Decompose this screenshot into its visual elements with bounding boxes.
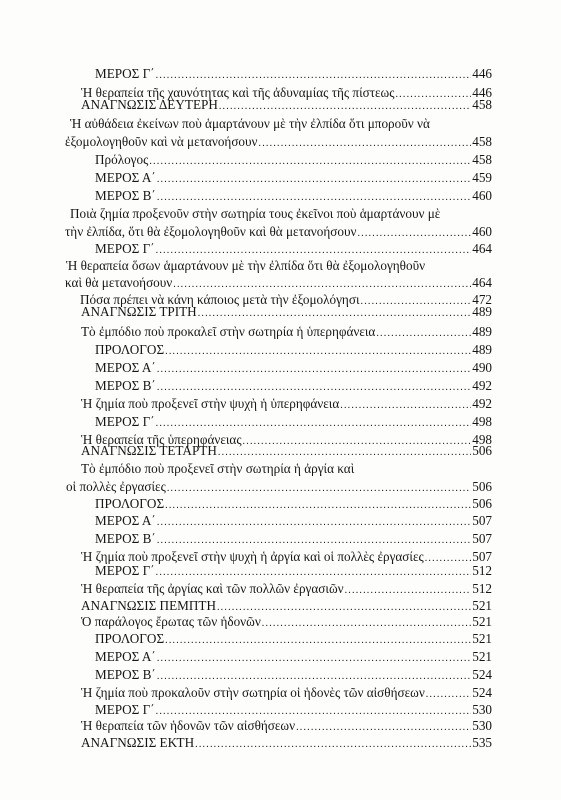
toc-line — [95, 378, 492, 396]
dot-leader — [157, 172, 471, 188]
toc-label: Ἡ θεραπεία τῆς χαυνότητας καὶ τῆς ἀδυναμίας τῆς πίστεως — [81, 85, 395, 100]
toc-page-number: 530 — [472, 702, 492, 717]
toc-line — [95, 563, 492, 581]
toc-label-line1: Ἡ θεραπεία ὅσων ἁμαρτάνουν μὲ τὴν ἐλπίδα ὅτι θὰ ἐξομολογηθοῦν — [66, 258, 426, 273]
toc-page-number: 506 — [472, 443, 492, 458]
toc-label: Ἡ ζημία ποὺ προξενεῖ στὴν ψυχὴ ἡ ἀργία καὶ οἱ πολλὲς ἐργασίες — [81, 549, 424, 564]
toc-entry — [0, 667, 561, 683]
toc-label-line1: Ἡ αὐθάδεια ἐκείνων ποὺ ἁμαρτάνουν μὲ τὴν ἐλπίδα ὅτι μποροῦν νὰ — [70, 116, 430, 131]
toc-line — [95, 152, 492, 170]
toc-label: καὶ θὰ μετανοήσουν — [65, 275, 173, 290]
toc-entry — [0, 614, 561, 630]
toc-line — [95, 342, 492, 360]
toc-page-number: 521 — [472, 649, 492, 664]
toc-page-number: 512 — [472, 563, 492, 578]
dot-leader — [157, 669, 471, 685]
toc-page-number: 521 — [472, 598, 492, 613]
toc-line — [95, 531, 492, 549]
dot-leader — [156, 416, 472, 432]
toc-label: Ἡ θεραπεία τῆς ἀργίας καὶ τῶν πολλῶν ἐργασιῶν — [81, 581, 344, 596]
toc-entry — [0, 152, 561, 168]
toc-page-number: 507 — [472, 513, 492, 528]
toc-page-number: 506 — [472, 496, 492, 511]
toc-entry — [0, 735, 561, 751]
dot-leader — [157, 380, 471, 396]
toc-label: ΑΝΑΓΝΩΣΙΣ ΠΕΜΠΤΗ — [81, 598, 216, 613]
toc-page-number: 460 — [472, 188, 492, 203]
toc-label: Ἡ ζημία ποὺ προκαλοῦν στὴν σωτηρία οἱ ἡδονὲς τῶν αἰσθήσεων — [81, 685, 425, 700]
toc-line — [81, 396, 492, 414]
toc-page-number: 524 — [472, 667, 492, 682]
toc-line — [95, 414, 492, 432]
toc-label: ΜΕΡΟΣ Β΄ — [95, 667, 156, 682]
toc-label: Τὸ ἐμπόδιο ποὺ προκαλεῖ στὴν σωτηρία ἡ ὑπερηφάνεια — [81, 324, 376, 339]
dot-leader — [156, 68, 472, 84]
toc-page-number: 489 — [472, 324, 492, 339]
toc-entry — [0, 66, 561, 82]
toc-line — [81, 304, 492, 322]
dot-leader — [157, 651, 471, 667]
toc-page-number: 460 — [472, 224, 492, 239]
toc-label: οἱ πολλὲς ἐργασίες — [66, 479, 166, 494]
toc-entry — [0, 631, 561, 647]
dot-leader — [340, 398, 471, 414]
toc-line — [95, 360, 492, 378]
toc-line — [81, 718, 492, 736]
toc-page-number: 472 — [472, 292, 492, 307]
toc-line — [65, 224, 492, 242]
dot-leader — [219, 99, 471, 115]
toc-line — [81, 324, 492, 342]
toc-line — [81, 685, 492, 703]
dot-leader — [157, 362, 471, 378]
toc-entry — [0, 718, 561, 734]
toc-entry — [0, 378, 561, 394]
toc-entry — [0, 685, 561, 701]
toc-page-number: 506 — [472, 479, 492, 494]
toc-label: ΜΕΡΟΣ Γ΄ — [95, 414, 155, 429]
toc-label: ΠΡΟΛΟΓΟΣ — [95, 342, 165, 357]
dot-leader — [157, 515, 471, 531]
dot-leader — [157, 533, 471, 549]
toc-label: ΜΕΡΟΣ Β΄ — [95, 188, 156, 203]
toc-entry — [0, 241, 561, 257]
toc-page-number: 489 — [472, 342, 492, 357]
toc-entry — [0, 324, 561, 340]
toc-entry — [0, 258, 561, 290]
toc-line — [95, 496, 492, 514]
toc-label: Ἡ ζημία ποὺ προξενεῖ στὴν ψυχὴ ἡ ὑπερηφάνεια — [81, 396, 340, 411]
toc-entry — [0, 513, 561, 529]
toc-line — [95, 241, 492, 259]
toc-line — [95, 66, 492, 84]
toc-page-number: 446 — [472, 85, 492, 100]
dot-leader — [262, 616, 471, 632]
toc-page-number: 492 — [472, 396, 492, 411]
toc-page-number: 458 — [472, 134, 492, 149]
toc-line — [95, 649, 492, 667]
toc-entry — [0, 206, 561, 239]
toc-entry — [0, 360, 561, 376]
dot-leader — [198, 306, 472, 322]
toc-page-number: 521 — [472, 631, 492, 646]
toc-line — [65, 275, 492, 293]
toc-entry — [0, 188, 561, 204]
toc-line — [95, 667, 492, 685]
toc-page-number: 512 — [472, 581, 492, 596]
toc-label: ΠΡΟΛΟΓΟΣ — [95, 496, 165, 511]
toc-label: ΜΕΡΟΣ Β΄ — [95, 378, 156, 393]
toc-page-number: 524 — [472, 685, 492, 700]
toc-label: ΜΕΡΟΣ Γ΄ — [95, 563, 155, 578]
toc-entry — [0, 563, 561, 579]
toc-line — [65, 134, 492, 152]
dot-leader — [156, 565, 472, 581]
toc-entry — [0, 649, 561, 665]
toc-label: ΜΕΡΟΣ Γ΄ — [95, 241, 155, 256]
dot-leader — [195, 737, 471, 753]
toc-label: ΜΕΡΟΣ Γ΄ — [95, 66, 155, 81]
toc-entry — [0, 97, 561, 113]
toc-label: ΜΕΡΟΣ Α΄ — [95, 513, 156, 528]
toc-page-number: 446 — [472, 66, 492, 81]
toc-page-number: 464 — [472, 241, 492, 256]
toc-entry — [0, 581, 561, 597]
toc-page-number: 498 — [472, 432, 492, 447]
toc-label: ΑΝΑΓΝΩΣΙΣ ΤΕΤΑΡΤΗ — [81, 443, 217, 458]
toc-entry — [0, 598, 561, 614]
dot-leader — [376, 326, 471, 342]
toc-line — [95, 631, 492, 649]
dot-leader — [165, 344, 471, 360]
dot-leader — [357, 226, 471, 242]
dot-leader — [157, 190, 471, 206]
toc-line — [81, 581, 492, 599]
toc-label: Ὁ παράλογος ἔρωτας τῶν ἡδονῶν — [81, 614, 261, 629]
toc-entry — [0, 304, 561, 320]
dot-leader — [426, 687, 471, 703]
toc-line — [81, 443, 492, 461]
dot-leader — [156, 243, 472, 259]
toc-page-number: 507 — [472, 531, 492, 546]
toc-page-number: 490 — [472, 360, 492, 375]
toc-entry — [0, 414, 561, 430]
toc-line — [81, 735, 492, 753]
dot-leader — [345, 583, 472, 599]
toc-entry — [0, 702, 561, 718]
dot-leader — [149, 154, 471, 170]
toc-line — [81, 97, 492, 115]
dot-leader — [165, 633, 471, 649]
toc-page-number: 464 — [472, 275, 492, 290]
toc-label: Πόσα πρέπει νὰ κάνη κάποιος μετὰ τὴν ἐξομολόγησι — [80, 292, 360, 307]
dot-leader — [165, 498, 471, 514]
toc-line — [66, 479, 492, 497]
toc-label: Ἡ θεραπεία τῶν ἡδονῶν τῶν αἰσθήσεων — [81, 718, 296, 733]
dot-leader — [218, 445, 471, 461]
toc-label: τὴν ἐλπίδα, ὅτι θὰ ἐξομολογηθοῦν καὶ θὰ μετανοήσουν — [65, 224, 357, 239]
toc-page-number: 458 — [472, 97, 492, 112]
toc-label: Πρόλογος — [95, 152, 149, 167]
toc-label: ΜΕΡΟΣ Α΄ — [95, 360, 156, 375]
toc-label-line1: Ποιὰ ζημία προξενοῦν στὴν σωτηρία τους ἐκεῖνοι ποὺ ἁμαρτάνουν μὲ — [70, 206, 441, 221]
toc-page-number: 492 — [472, 378, 492, 393]
toc-label: Ἡ θεραπεία τῆς ὑπερηφάνειας — [81, 432, 242, 447]
toc-entry — [0, 461, 561, 494]
toc-line — [95, 170, 492, 188]
dot-leader — [259, 136, 472, 152]
toc-label-line1: Τὸ ἐμπόδιο ποὺ προξενεῖ στὴν σωτηρία ἡ ἀργία καὶ — [81, 461, 355, 476]
dot-leader — [167, 481, 471, 497]
toc-entry — [0, 531, 561, 547]
toc-entry — [0, 342, 561, 358]
toc-line — [95, 188, 492, 206]
toc-line — [81, 614, 492, 632]
toc-entry — [0, 443, 561, 459]
toc-page-number: 507 — [472, 549, 492, 564]
toc-label: ΑΝΑΓΝΩΣΙΣ ΔΕΥΤΕΡΗ — [81, 97, 218, 112]
toc-page-number: 489 — [472, 304, 492, 319]
toc-label: ἐξομολογηθοῦν καὶ νὰ μετανοήσουν — [65, 134, 258, 149]
toc-label: ΜΕΡΟΣ Α΄ — [95, 649, 156, 664]
toc-line — [95, 513, 492, 531]
toc-label: ΜΕΡΟΣ Α΄ — [95, 170, 156, 185]
toc-page-number: 530 — [472, 718, 492, 733]
toc-page-number: 458 — [472, 152, 492, 167]
dot-leader — [173, 277, 471, 293]
toc-entry — [0, 496, 561, 512]
toc-page-number: 535 — [472, 735, 492, 750]
dot-leader — [296, 720, 471, 736]
toc-entry — [0, 116, 561, 149]
toc-label: ΜΕΡΟΣ Γ΄ — [95, 702, 155, 717]
toc-label: ΠΡΟΛΟΓΟΣ — [95, 631, 165, 646]
toc-page-number: 498 — [472, 414, 492, 429]
toc-entry — [0, 170, 561, 186]
toc-label: ΑΝΑΓΝΩΣΙΣ ΕΚΤΗ — [81, 735, 195, 750]
toc-label: ΑΝΑΓΝΩΣΙΣ ΤΡΙΤΗ — [81, 304, 197, 319]
toc-entry — [0, 396, 561, 412]
toc-page-number: 521 — [472, 614, 492, 629]
toc-label: ΜΕΡΟΣ Β΄ — [95, 531, 156, 546]
toc-page-number: 459 — [472, 170, 492, 185]
